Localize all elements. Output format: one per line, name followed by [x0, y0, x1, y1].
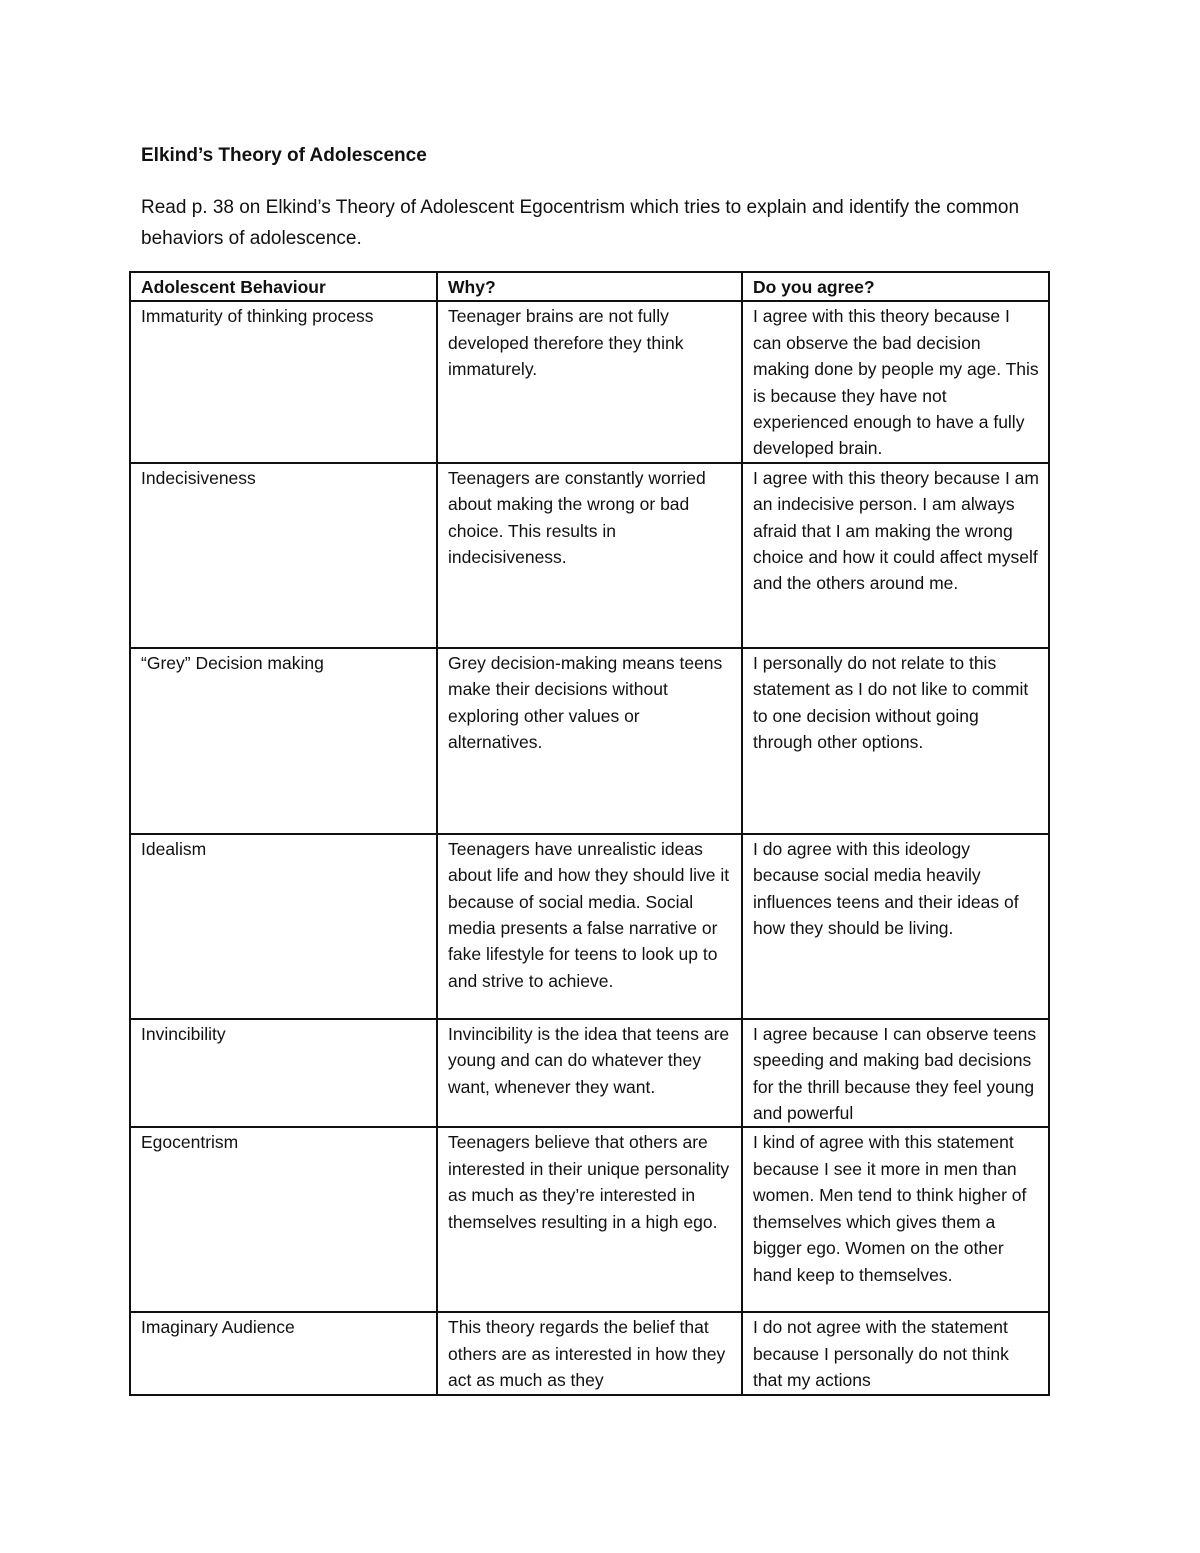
table-row [130, 301, 1049, 462]
behaviour-table [129, 271, 1050, 1396]
table-row [130, 463, 1049, 648]
behaviour-cell: “Grey” Decision making [130, 648, 437, 834]
header-adolescent-behaviour: Adolescent Behaviour [130, 272, 437, 301]
why-cell: Teenager brains are not fully developed therefore they think immaturely. [437, 301, 742, 462]
agree-cell: I agree with this theory because I am an indecisive person. I am always afraid that I am making the wrong choice and how it could affect myself and the others around me. [742, 463, 1049, 648]
agree-cell: I agree with this theory because I can observe the bad decision making done by people my age. This is because they have not experienced enough to have a fully developed brain. [742, 301, 1049, 462]
table-row [130, 1312, 1049, 1394]
page-title: Elkind’s Theory of Adolescence [141, 145, 427, 166]
instructions-paragraph: Read p. 38 on Elkind’s Theory of Adolescent Egocentrism which tries to explain and identify the common behaviors of adolescence. [141, 197, 1020, 249]
behaviour-cell: Egocentrism [130, 1127, 437, 1312]
agree-cell: I agree because I can observe teens speeding and making bad decisions for the thrill because they feel young and powerful [742, 1019, 1049, 1128]
why-cell: Teenagers are constantly worried about making the wrong or bad choice. This results in indecisiveness. [437, 463, 742, 648]
behaviour-cell: Imaginary Audience [130, 1312, 437, 1394]
table-row [130, 834, 1049, 1019]
behaviour-cell: Indecisiveness [130, 463, 437, 648]
header-do-you-agree: Do you agree? [742, 272, 1049, 301]
why-cell: This theory regards the belief that others are as interested in how they act as much as they [437, 1312, 742, 1394]
agree-cell: I kind of agree with this statement because I see it more in men than women. Men tend to think higher of themselves which gives them a bigger ego. Women on the other hand keep to themselves. [742, 1127, 1049, 1312]
table-row [130, 1127, 1049, 1312]
table-row [130, 648, 1049, 834]
table-row [130, 1019, 1049, 1128]
header-why: Why? [437, 272, 742, 301]
why-cell: Invincibility is the idea that teens are young and can do whatever they want, whenever they want. [437, 1019, 742, 1128]
behaviour-cell: Invincibility [130, 1019, 437, 1128]
behaviour-cell: Immaturity of thinking process [130, 301, 437, 462]
table-header-row [130, 272, 1049, 301]
agree-cell: I do not agree with the statement because I personally do not think that my actions [742, 1312, 1049, 1394]
why-cell: Teenagers believe that others are interested in their unique personality as much as they’re interested in themselves resulting in a high ego. [437, 1127, 742, 1312]
why-cell: Teenagers have unrealistic ideas about life and how they should live it because of social media. Social media presents a false narrative or fake lifestyle for teens to look up to and strive to achieve. [437, 834, 742, 1019]
behaviour-cell: Idealism [130, 834, 437, 1019]
agree-cell: I personally do not relate to this statement as I do not like to commit to one decision without going through other options. [742, 648, 1049, 834]
agree-cell: I do agree with this ideology because social media heavily influences teens and their ideas of how they should be living. [742, 834, 1049, 1019]
why-cell: Grey decision-making means teens make their decisions without exploring other values or alternatives. [437, 648, 742, 834]
